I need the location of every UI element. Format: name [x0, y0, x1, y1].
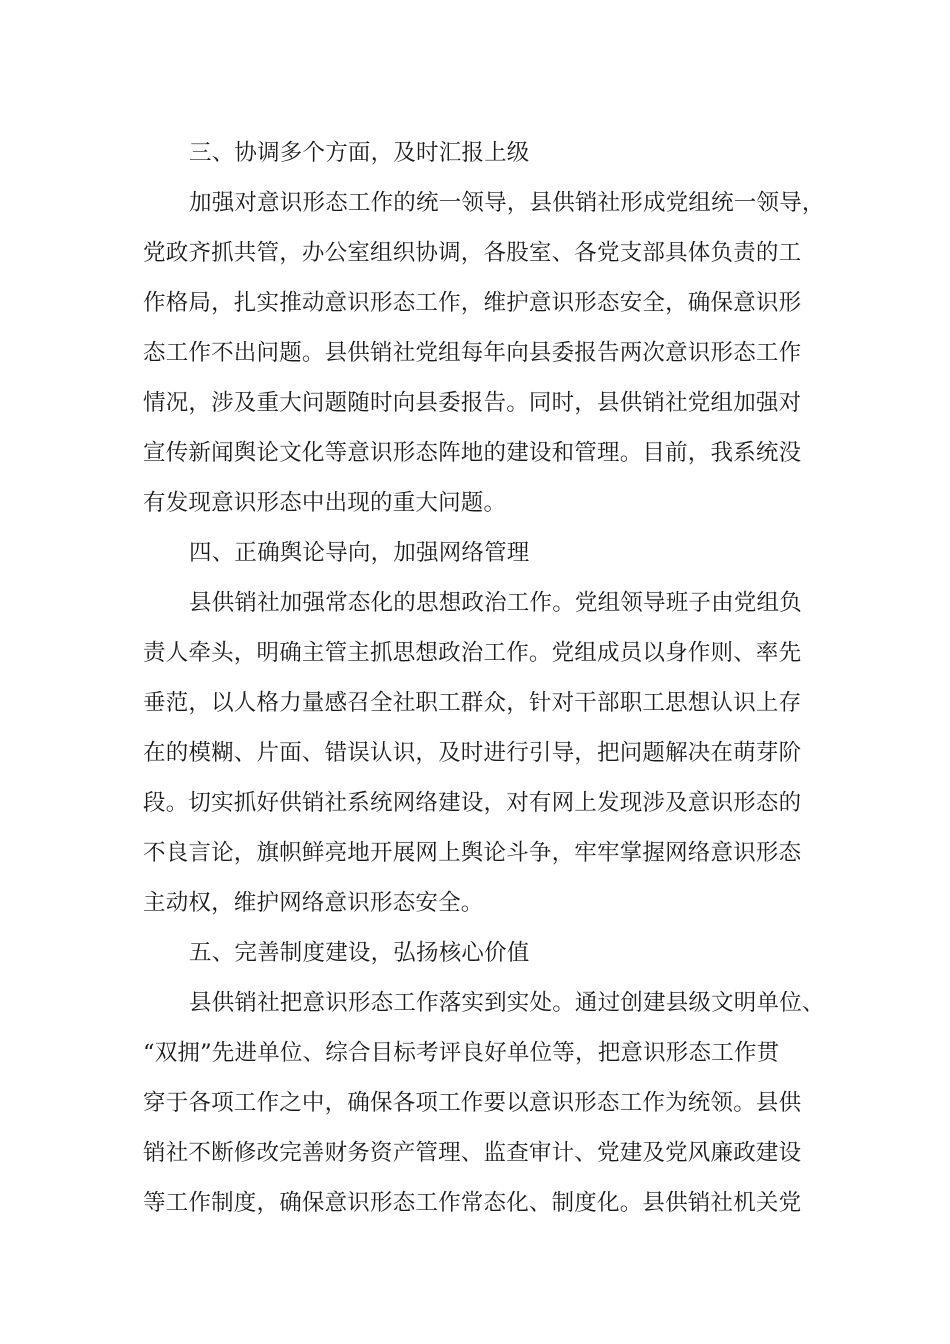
paragraph-line: 主动权，维护网络意识形态安全。 — [143, 890, 484, 916]
paragraph-line: 不良言论，旗帜鲜亮地开展网上舆论斗争，牢牢掌握网络意识形态 — [143, 840, 802, 866]
paragraph-line: 垂范，以人格力量感召全社职工群众，针对干部职工思想认识上存 — [143, 690, 802, 716]
paragraph-line: 销社不断修改完善财务资产管理、监查审计、党建及党风廉政建设 — [143, 1140, 802, 1166]
paragraph-line: 有发现意识形态中出现的重大问题。 — [143, 490, 507, 516]
paragraph-line: 段。切实抓好供销社系统网络建设，对有网上发现涉及意识形态的 — [143, 790, 802, 816]
document-body — [143, 128, 825, 1228]
paragraph-line: 宣传新闻舆论文化等意识形态阵地的建设和管理。目前，我系统没 — [143, 440, 802, 466]
paragraph-line: 作格局，扎实推动意识形态工作，维护意识形态安全，确保意识形 — [143, 290, 802, 316]
paragraph-line: 情况，涉及重大问题随时向县委报告。同时，县供销社党组加强对 — [143, 390, 802, 416]
paragraph-line: 等工作制度，确保意识形态工作常态化、制度化。县供销社机关党 — [143, 1190, 802, 1216]
paragraph-line: “双拥”先进单位、综合目标考评良好单位等，把意识形态工作贯 — [143, 1040, 780, 1066]
paragraph-line: 县供销社加强常态化的思想政治工作。党组领导班子由党组负 — [189, 590, 802, 616]
paragraph-line: 加强对意识形态工作的统一领导，县供销社形成党组统一领导， — [189, 190, 825, 216]
paragraph-line: 县供销社把意识形态工作落实到实处。通过创建县级文明单位、 — [189, 990, 825, 1016]
section-heading-3: 三、协调多个方面，及时汇报上级 — [189, 140, 530, 166]
section-heading-4: 四、正确舆论导向，加强网络管理 — [189, 540, 530, 566]
paragraph-line: 态工作不出问题。县供销社党组每年向县委报告两次意识形态工作 — [143, 340, 802, 366]
paragraph-line: 在的模糊、片面、错误认识，及时进行引导，把问题解决在萌芽阶 — [143, 740, 802, 766]
paragraph-line: 责人牵头，明确主管主抓思想政治工作。党组成员以身作则、率先 — [143, 640, 802, 666]
section-heading-5: 五、完善制度建设，弘扬核心价值 — [189, 940, 530, 966]
paragraph-line: 党政齐抓共管，办公室组织协调，各股室、各党支部具体负责的工 — [143, 240, 802, 266]
paragraph-line: 穿于各项工作之中，确保各项工作要以意识形态工作为统领。县供 — [143, 1090, 802, 1116]
